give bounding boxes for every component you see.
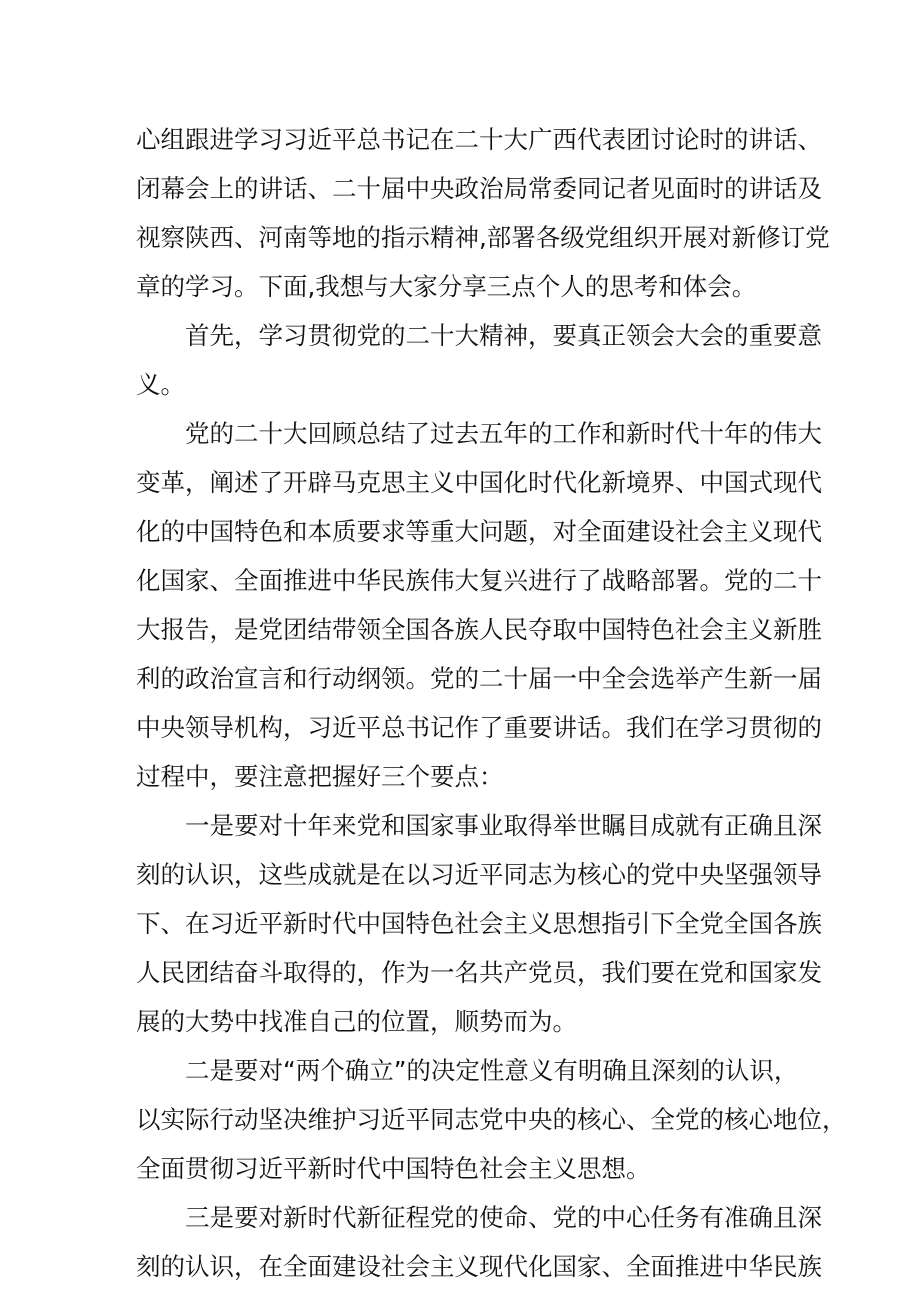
text-line: 中央领导机构，习近平总书记作了重要讲话。我们在学习贯彻的 — [136, 713, 822, 742]
text-line: 心组跟进学习习近平总书记在二十大广西代表团讨论时的讲话、 — [136, 125, 822, 154]
text-line: 化国家、全面推进中华民族伟大复兴进行了战略部署。党的二十 — [136, 566, 822, 595]
paragraph-first-line: 二是要对“两个确立”的决定性意义有明确且深刻的认识， — [185, 1056, 799, 1085]
text-line: 刻的认识，这些成就是在以习近平同志为核心的党中央坚强领导 — [136, 860, 822, 889]
paragraph-first-line: 三是要对新时代新征程党的使命、党的中心任务有准确且深 — [185, 1203, 822, 1232]
text-line: 以实际行动坚决维护习近平同志党中央的核心、全党的核心地位， — [136, 1105, 847, 1134]
text-line: 大报告，是党团结带领全国各族人民夺取中国特色社会主义新胜 — [136, 615, 822, 644]
text-line: 过程中，要注意把握好三个要点： — [136, 762, 504, 791]
text-line: 义。 — [136, 370, 185, 399]
text-line: 利的政治宣言和行动纲领。党的二十届一中全会选举产生新一届 — [136, 664, 822, 693]
paragraph-first-line: 一是要对十年来党和国家事业取得举世瞩目成就有正确且深 — [185, 811, 822, 840]
paragraph-first-line: 首先，学习贯彻党的二十大精神，要真正领会大会的重要意 — [185, 321, 822, 350]
text-line: 刻的认识，在全面建设社会主义现代化国家、全面推进中华民族 — [136, 1252, 822, 1281]
text-line: 章的学习。下面,我想与大家分享三点个人的思考和体会。 — [136, 272, 757, 301]
text-line: 化的中国特色和本质要求等重大问题，对全面建设社会主义现代 — [136, 517, 822, 546]
text-line: 视察陕西、河南等地的指示精神,部署各级党组织开展对新修订党 — [136, 223, 830, 252]
text-line: 变革，阐述了开辟马克思主义中国化时代化新境界、中国式现代 — [136, 468, 822, 497]
text-line: 下、在习近平新时代中国特色社会主义思想指引下全党全国各族 — [136, 909, 822, 938]
text-line: 闭幕会上的讲话、二十届中央政治局常委同记者见面时的讲话及 — [136, 174, 822, 203]
text-line: 人民团结奋斗取得的，作为一名共产党员，我们要在党和国家发 — [136, 958, 822, 987]
paragraph-first-line: 党的二十大回顾总结了过去五年的工作和新时代十年的伟大 — [185, 419, 822, 448]
document-body — [136, 115, 847, 1291]
text-line: 全面贯彻习近平新时代中国特色社会主义思想。 — [136, 1154, 651, 1183]
text-line: 展的大势中找准自己的位置，顺势而为。 — [136, 1007, 577, 1036]
